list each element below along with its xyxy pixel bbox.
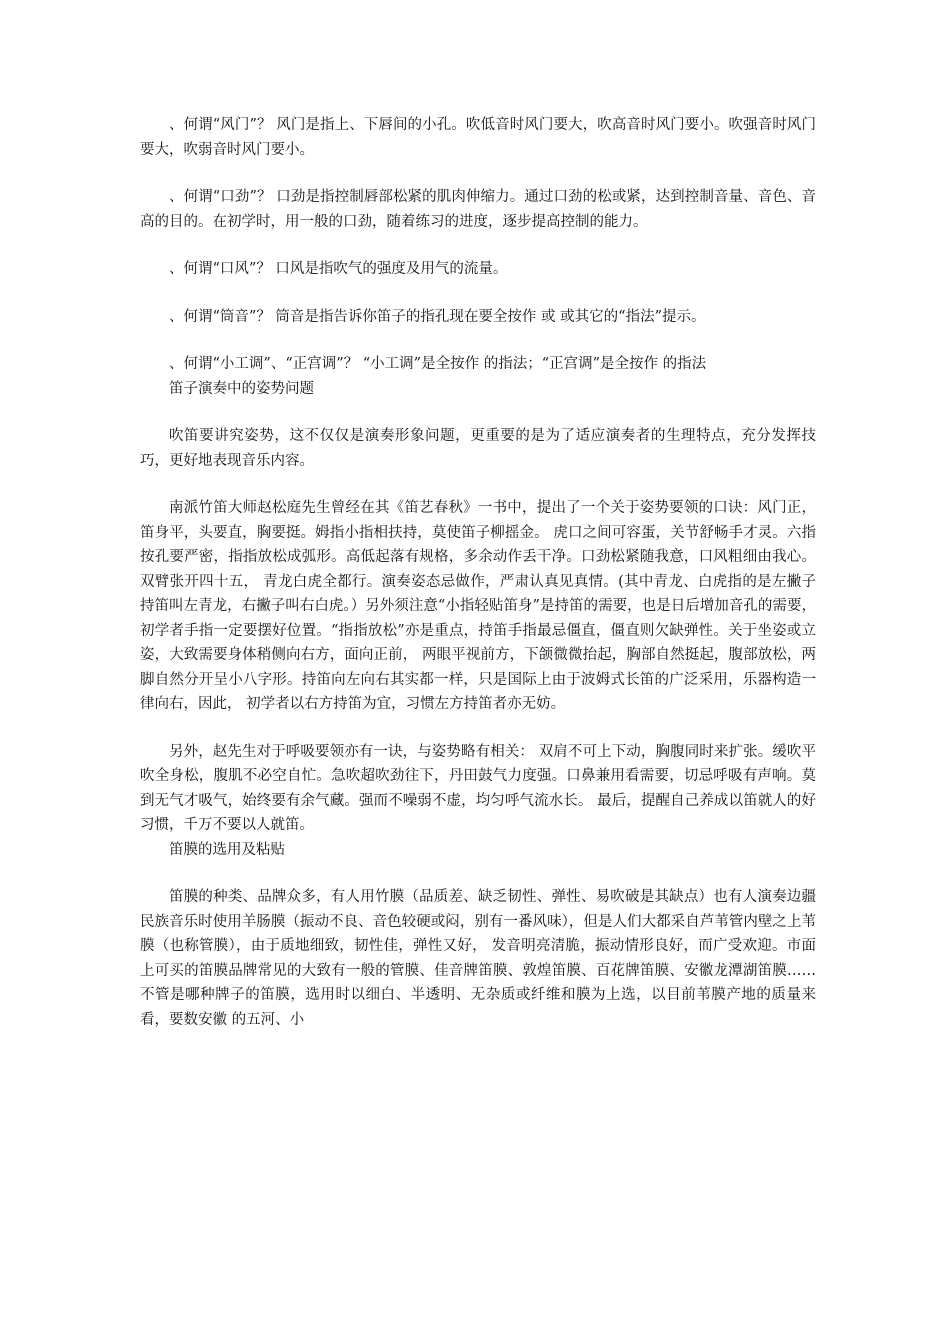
section-heading-posture: 笛子演奏中的姿势问题 [169,380,314,397]
qa-item-5: 、何谓“小工调”、“正宫调”？ “小工调”是全按作 的指法；“正宫调”是全按作 的指法 [169,356,707,372]
qa-item-4: 、何谓“筒音”？ 筒音是指告诉你笛子的指孔现在要全按作 或 或其它的“指法”提示。 [169,308,706,325]
section-heading-membrane: 笛膜的选用及粘贴 [169,841,285,858]
qa-item-3: 、何谓“口风”？ 口风是指吹气的强度及用气的流量。 [169,261,508,277]
qa-item-1: 、何谓“风门”？ 风门是指上、下唇间的小孔。吹低音时风门要大，吹高音时风门要小。吹强音时风门要大，吹弱音时风门要小。 [140,117,816,158]
posture-paragraph-2: 南派竹笛大师赵松庭先生曾经在其《笛艺春秋》一书中，提出了一个关于姿势要领的口诀：风门正，笛身平，头要直，胸要挺。姆指小指相扶持，莫使笛子柳摇金。 虎口之间可容蛋，关节舒畅手才灵。六指按孔要严密，指指放松成弧形。高低起落有规格，多余动作丢干净。口劲松紧随我意，口风粗细由我心。双臂张开四十五， 青龙白虎全都行。演奏姿态忌做作，严肃认真见真情。(其中青龙、白虎指的是左撇子持笛叫左青龙，右撇子叫右白虎。）另外须注意“小指轻贴笛身”是持笛的需要，也是日后增加音孔的需要，初学者手指一定要摆好位置。“指指放松”亦是重点，持笛手指最忌僵直，僵直则欠缺弹性。关于坐姿或立姿，大致需要身体稍侧向右方，面向正前， 两眼平视前方，下颌微微抬起，胸部自然挺起，腹部放松，两脚自然分开呈小八字形。持笛向左向右其实都一样，只是国际上由于波姆式长笛的广泛采用，乐器构造一律向右，因此， 初学者以右方持笛为宜，习惯左方持笛者亦无妨。 [140,500,816,712]
qa-item-2: 、何谓“口劲”？ 口劲是指控制唇部松紧的肌肉伸缩力。通过口劲的松或紧，达到控制音量、音色、音高的目的。在初学时，用一般的口劲，随着练习的进度，逐步提高控制的能力。 [140,189,816,230]
membrane-paragraph-1: 笛膜的种类、品牌众多，有人用竹膜（品质差、缺乏韧性、弹性、易吹破是其缺点）也有人演奏边疆民族音乐时使用羊肠膜（振动不良、音色较硬或闷，别有一番风味），但是人们大都采自芦苇管内壁之上苇膜（也称管膜），由于质地细致，韧性佳，弹性又好， 发音明亮清脆，振动情形良好，而广受欢迎。市面上可买的笛膜品牌常见的大致有一般的管膜、佳音牌笛膜、敦煌笛膜、百花牌笛膜、安徽龙潭湖笛膜……不管是哪种牌子的笛膜，选用时以细白、半透明、无杂质或纤维和膜为上选，以目前苇膜产地的质量来看，要数安徽 的五河、小 [140,889,816,1028]
document-page [140,113,816,1032]
posture-paragraph-3: 另外，赵先生对于呼吸要领亦有一诀，与姿势略有相关： 双肩不可上下动，胸腹同时来扩张。缓吹平吹全身松，腹肌不必空自忙。急吹超吹劲往下，丹田鼓气力度强。口鼻兼用看需要，切忌呼吸有声响。莫到无气才吸气，始终要有余气藏。强而不噪弱不虚，均匀呼气流水长。 最后，提醒自己养成以笛就人的好习惯，千万不要以人就笛。 [140,743,816,833]
posture-paragraph-1: 吹笛要讲究姿势，这不仅仅是演奏形象问题，更重要的是为了适应演奏者的生理特点，充分发挥技巧，更好地表现音乐内容。 [140,428,816,469]
